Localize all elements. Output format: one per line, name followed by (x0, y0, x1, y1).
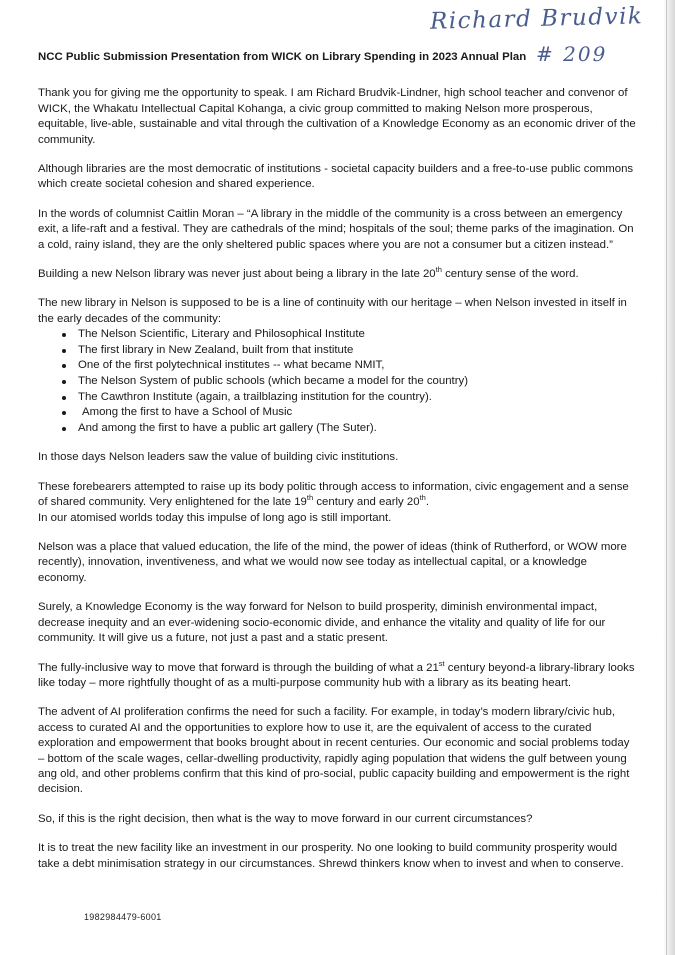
handwritten-name: Richard Brudvik (429, 3, 644, 35)
bullet-icon (62, 364, 66, 368)
handwritten-submission-number: # 209 (536, 42, 608, 66)
list-item: Among the first to have a School of Music (62, 405, 638, 421)
bullet-icon (62, 396, 66, 400)
paragraph-civic-institutions: In those days Nelson leaders saw the value of building civic institutions. (38, 451, 399, 464)
bullet-icon (62, 411, 66, 415)
paragraph-nelson-valued-education: Nelson was a place that valued education, the life of the mind, the power of ideas (think of Rutherford, or WOW more recently), innovation, inventiveness, and what we would now see today as intellectual capital, or a knowledge economy. (38, 541, 627, 584)
paragraph-forebearers: These forebearers attempted to raise up its body politic through access to information, civic engagement and a sense of shared community. Very enlightened for the late 19th century and early 20th. In our atomised worlds today this impulse of long ago is still important. (38, 480, 629, 524)
paragraph-knowledge-economy: Surely, a Knowledge Economy is the way forward for Nelson to build prosperity, diminish environmental impact, decrease inequity and an ever-widening socio-economic divide, and enhance the vitality and quality of life for our community. It will give us a future, not just a past and a static present. (38, 601, 606, 645)
page-edge-line (666, 0, 667, 955)
paragraph-new-library: Building a new Nelson library was never just about being a library in the late 20th century sense of the word. (38, 265, 579, 281)
list-item: And among the first to have a public art gallery (The Suter). (62, 421, 638, 437)
document-body (38, 50, 638, 872)
paragraph-way-forward: So, if this is the right decision, then what is the way to move forward in our current circumstances? (38, 812, 533, 825)
paragraph-community-hub: The fully-inclusive way to move that forward is through the building of what a 21st century beyond-a library-library looks like today – more rightfully thought of as a multi-purpose community hub with a library as its beating heart. (38, 658, 635, 689)
document-title: NCC Public Submission Presentation from WICK on Library Spending in 2023 Annual Plan (38, 51, 527, 63)
paragraph-investment: It is to treat the new facility like an investment in our prosperity. No one looking to build community prosperity would take a debt minimisation strategy in our circumstances. Shrewd thinkers know when to invest and when to conserve. (38, 842, 624, 870)
paragraph-ai-proliferation: The advent of AI proliferation confirms the need for such a facility. For example, in today’s modern library/civic hub, access to curated AI and the opportunities to explore how to use it, are the equivalent of access to the curated exploration and empowerment that books brought about in recent centuries. Our economic and social problems today – bottom of the scale wages, cellar-dwelling productivity, rapidly aging population that widens the gulf between young ang old, and other problems confirm that this kind of pro-social, public capacity building and empowerment is the right decision. (38, 706, 630, 796)
heritage-list (38, 327, 638, 436)
bullet-icon (62, 349, 66, 353)
page-edge-shadow (663, 0, 675, 955)
bullet-icon (62, 380, 66, 384)
list-item: The Nelson Scientific, Literary and Philosophical Institute (62, 327, 638, 343)
list-item: One of the first polytechnical institutes -- what became NMIT, (62, 358, 638, 374)
list-item: The first library in New Zealand, built from that institute (62, 343, 638, 359)
list-item: The Cawthron Institute (again, a trailblazing institution for the country). (62, 390, 638, 406)
document-reference-number: 1982984479-6001 (84, 912, 162, 922)
paragraph-intro: Thank you for giving me the opportunity to speak. I am Richard Brudvik-Lindner, high school teacher and convenor of WICK, the Whakatu Intellectual Capital Kohanga, a civic group committed to making Nelson more prosperous, equitable, live-able, sustainable and vital through the cultivation of a Knowledge Economy as an economic driver of the community. (38, 87, 636, 146)
bullet-icon (62, 427, 66, 431)
paragraph-caitlin-moran-quote: In the words of columnist Caitlin Moran – “A library in the middle of the community is a cross between an emergency exit, a life-raft and a festival. They are cathedrals of the mind; hospitals of the soul; theme parks of the imagination. On a cold, rainy island, they are the only sheltered public spaces where you are not a consumer but a citizen instead.” (38, 207, 634, 251)
list-item: The Nelson System of public schools (which became a model for the country) (62, 374, 638, 390)
bullet-icon (62, 333, 66, 337)
paragraph-libraries-democratic: Although libraries are the most democratic of institutions - societal capacity builders and a free-to-use public commons which create societal cohesion and shared experience. (38, 163, 634, 191)
paragraph-heritage: The new library in Nelson is supposed to be is a line of continuity with our heritage – when Nelson invested in itself in the early decades of the community: (38, 297, 627, 325)
